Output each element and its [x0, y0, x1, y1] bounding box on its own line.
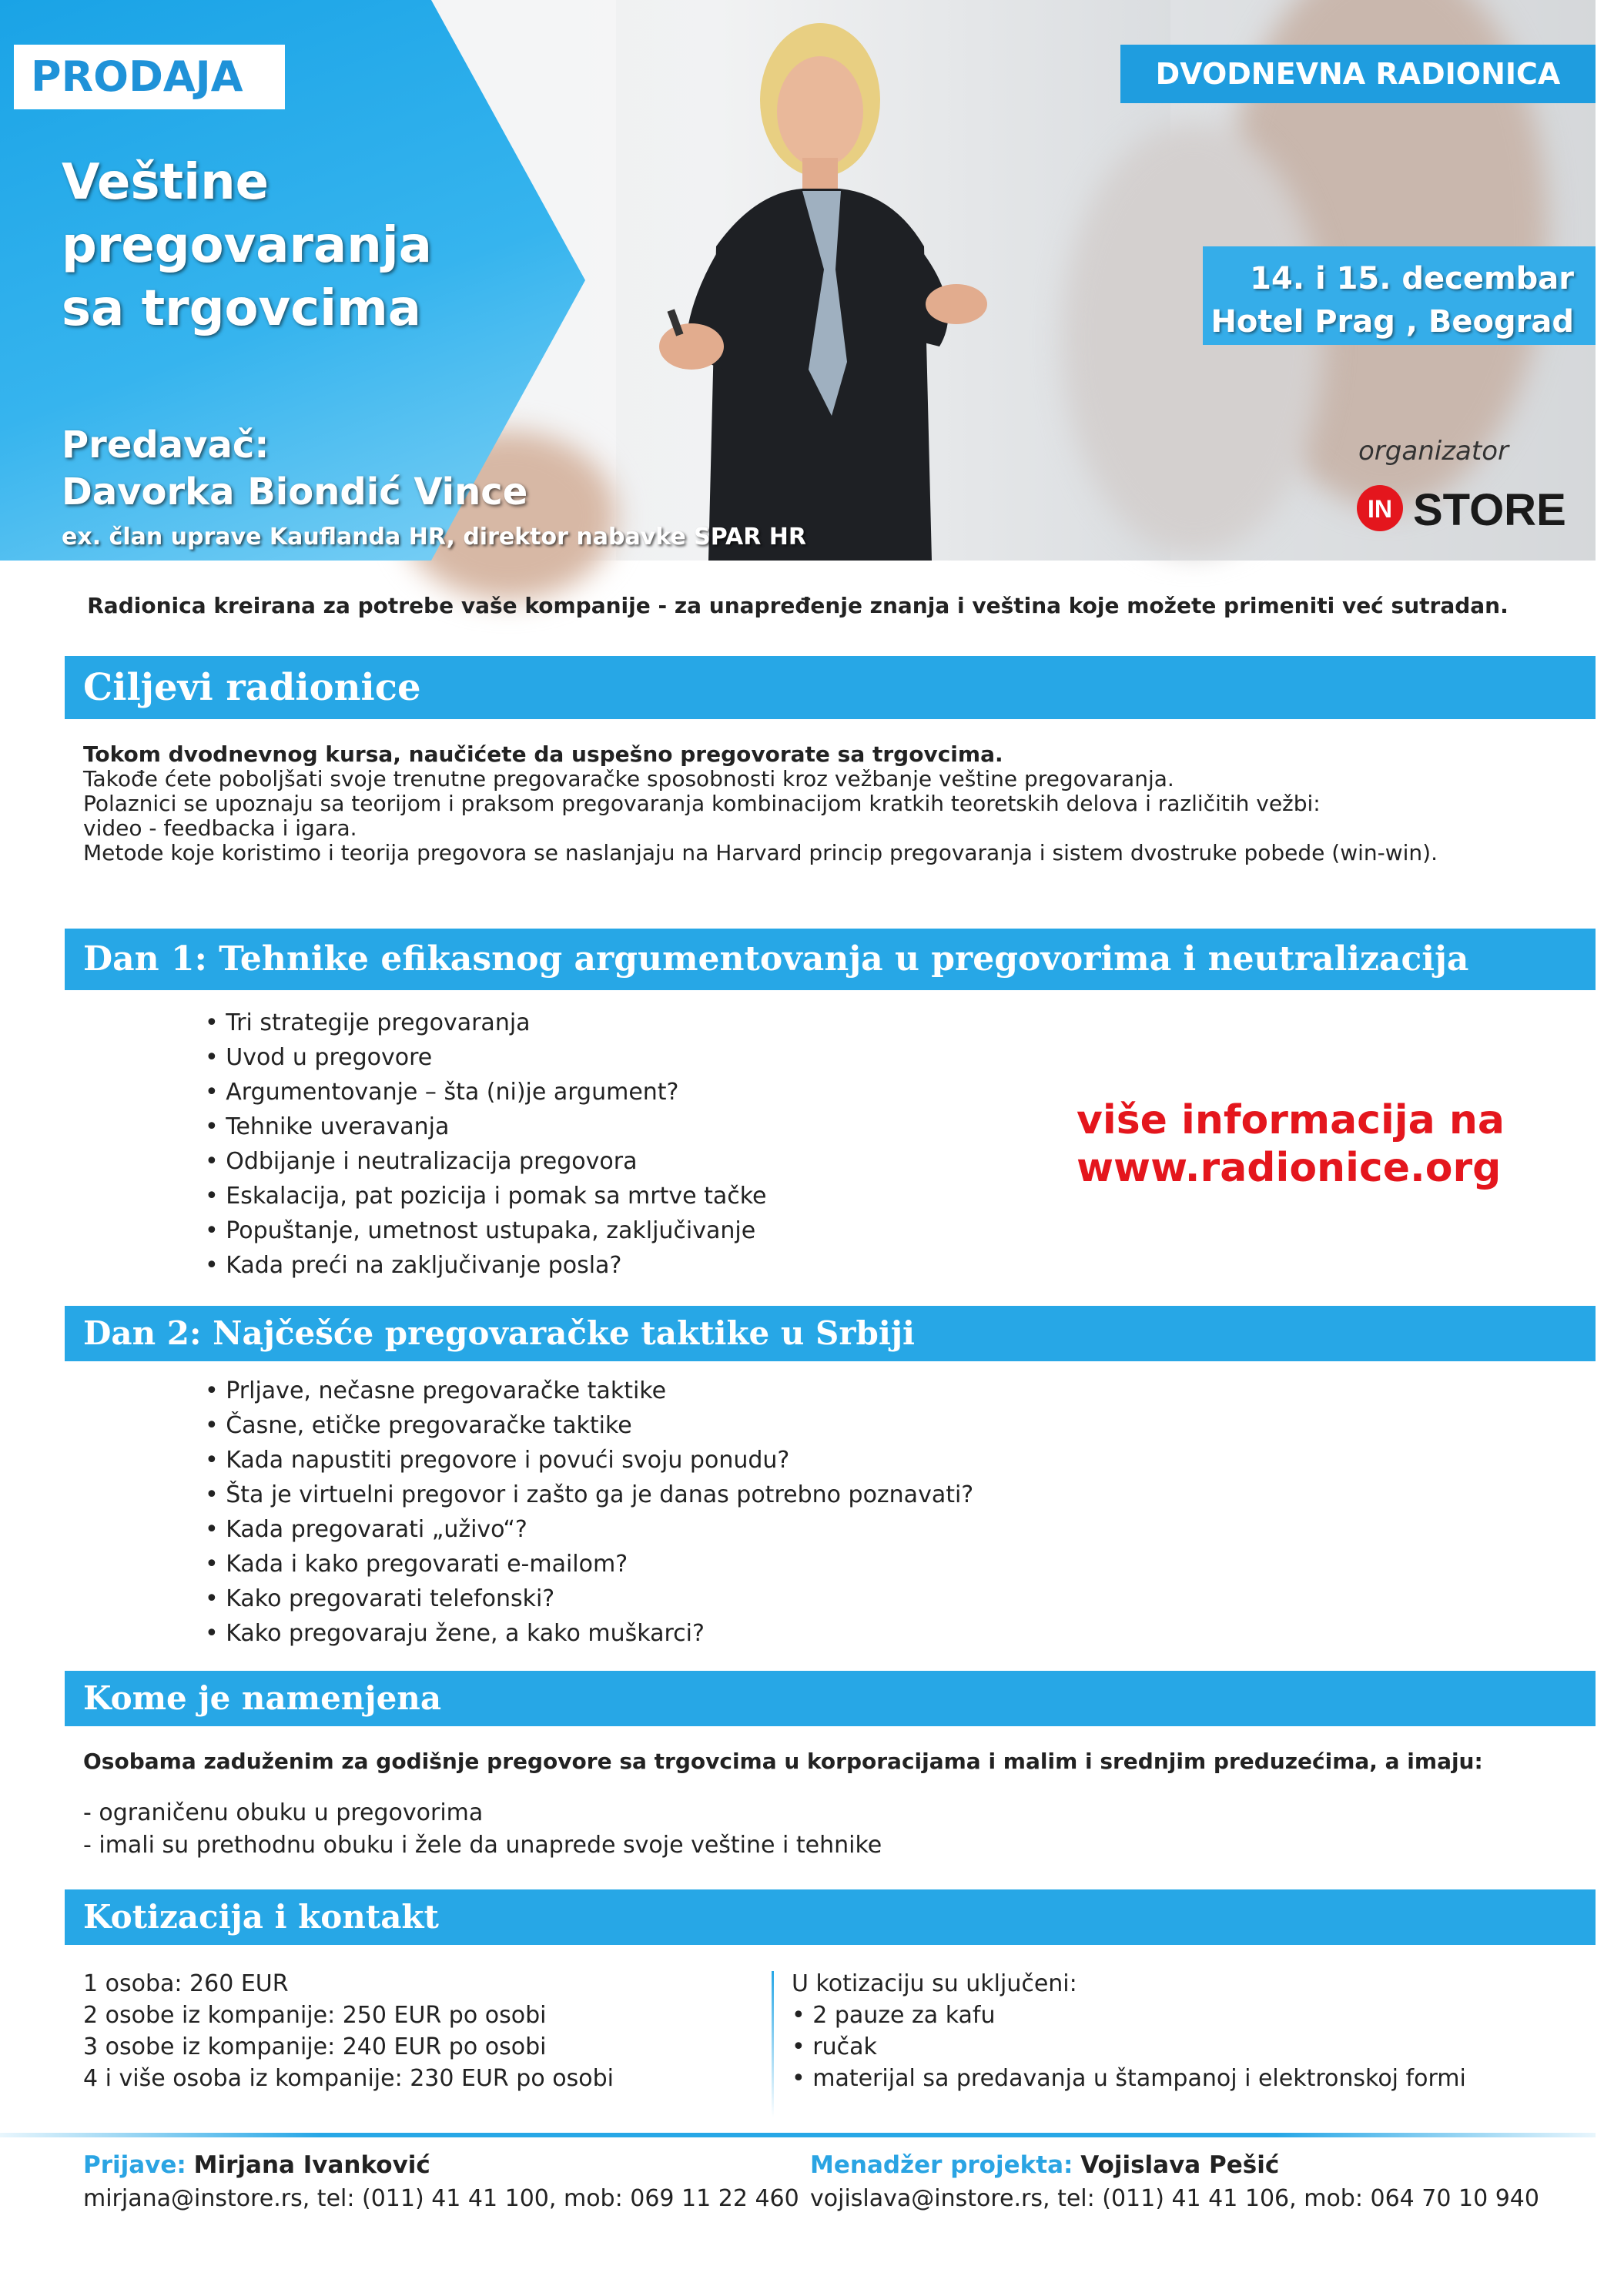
list-item: - imali su prethodnu obuku i žele da unaprede svoje veštine i tehnike — [83, 1832, 882, 1859]
price-item: 1 osoba: 260 EUR — [83, 1970, 289, 1997]
list-item: • Popuštanje, umetnost ustupaka, zaključivanje — [205, 1213, 766, 1248]
manager-contact — [810, 2148, 1539, 2216]
workshop-title — [62, 151, 462, 340]
list-item: • Prljave, nečasne pregovaračke taktike — [205, 1374, 973, 1408]
logo-text: STORE — [1413, 485, 1566, 535]
goals-line: Polaznici se upoznaju sa teorijom i praksom pregovaranja kombinacijom kratkih teoretskih delova i različitih vežbi: — [83, 791, 1321, 816]
list-item: • Tehnike uveravanja — [205, 1110, 766, 1144]
list-item: • Kada napustiti pregovore i povući svoju ponudu? — [205, 1443, 973, 1478]
more-info-callout — [1077, 1096, 1539, 1192]
column-divider — [772, 1971, 774, 2117]
included-label: U kotizaciju su uključeni: — [792, 1970, 1077, 1997]
date-venue-box — [1203, 246, 1596, 345]
audience-lead — [83, 1749, 1585, 1774]
category-label: PRODAJA — [14, 45, 285, 109]
website-link[interactable]: www.radionice.org — [1077, 1145, 1502, 1191]
price-item: 4 i više osoba iz kompanije: 230 EUR po osobi — [83, 2065, 614, 2092]
list-item: • Časne, etičke pregovaračke taktike — [205, 1408, 973, 1443]
day2-heading: Dan 2: Najčešće pregovaračke taktike u Srbiji — [65, 1306, 1596, 1361]
day2-list — [205, 1374, 973, 1651]
day1-list — [205, 1006, 766, 1283]
day1-heading: Dan 1: Tehnike efikasnog argumentovanja u pregovorima i neutralizacija otpora — [65, 929, 1596, 990]
title-line: sa trgovcima — [62, 280, 421, 337]
hero-banner — [0, 0, 1596, 561]
event-venue: Hotel Prag , Beograd — [1210, 304, 1574, 340]
event-date: 14. i 15. decembar — [1250, 261, 1574, 296]
manager-label: Menadžer projekta: — [810, 2151, 1073, 2179]
organizer-label: organizator — [1358, 436, 1509, 467]
intro-text: Radionica kreirana za potrebe vaše kompanije - za unapređenje znanja i veština koje možete primeniti već sutradan. — [87, 593, 1509, 618]
list-item: • Uvod u pregovore — [205, 1040, 766, 1075]
lecturer-role: ex. član uprave Kauflanda HR, direktor nabavke SPAR HR — [62, 524, 806, 551]
list-item: • Eskalacija, pat pozicija i pomak sa mrtve tačke — [205, 1179, 766, 1213]
pricing-heading: Kotizacija i kontakt — [65, 1889, 1596, 1945]
audience-heading: Kome je namenjena — [65, 1671, 1596, 1726]
registration-label: Prijave: — [83, 2151, 186, 2179]
list-item: • Kada pregovarati „uživo“? — [205, 1512, 973, 1547]
lecturer-label: Predavač: — [62, 423, 270, 467]
goals-line: Takođe ćete poboljšati svoje trenutne pregovaračke sposobnosti kroz vežbanje veštine pregovaranja. — [83, 766, 1174, 792]
manager-name: Vojislava Pešić — [1080, 2151, 1280, 2179]
title-line: Veštine — [62, 154, 270, 211]
list-item: • Šta je virtuelni pregovor i zašto ga je danas potrebno poznavati? — [205, 1478, 973, 1512]
more-info-label: više informacija na — [1077, 1097, 1505, 1143]
price-item: 3 osobe iz kompanije: 240 EUR po osobi — [83, 2033, 547, 2060]
list-item: • Odbijanje i neutralizacija pregovora — [205, 1144, 766, 1179]
registration-details[interactable]: mirjana@instore.rs, tel: (011) 41 41 100, mob: 069 11 22 460 — [83, 2185, 799, 2212]
footer-divider — [0, 2133, 1596, 2137]
list-item: - ograničenu obuku u pregovorima — [83, 1799, 484, 1826]
list-item: • Kako pregovarati telefonski? — [205, 1581, 973, 1616]
included-item: • materijal sa predavanja u štampanoj i elektronskoj formi — [792, 2065, 1466, 2092]
list-item: • Kako pregovaraju žene, a kako muškarci? — [205, 1616, 973, 1651]
price-list — [83, 1968, 614, 2094]
list-item: • Kada i kako pregovarati e-mailom? — [205, 1547, 973, 1581]
goals-line: Metode koje koristimo i teorija pregovora se naslanjaju na Harvard princip pregovaranja i sistem dvostruke pobede (win-win). — [83, 840, 1438, 865]
manager-details[interactable]: vojislava@instore.rs, tel: (011) 41 41 106, mob: 064 70 10 940 — [810, 2185, 1539, 2212]
list-item: • Argumentovanje – šta (ni)je argument? — [205, 1075, 766, 1110]
instore-logo — [1355, 477, 1566, 539]
goals-heading: Ciljevi radionice — [65, 656, 1596, 719]
price-item: 2 osobe iz kompanije: 250 EUR po osobi — [83, 2002, 547, 2029]
presenter-photo — [601, 15, 1063, 561]
goals-line: video - feedbacka i igara. — [83, 815, 357, 841]
list-item: • Tri strategije pregovaranja — [205, 1006, 766, 1040]
workshop-type-badge: DVODNEVNA RADIONICA — [1120, 45, 1596, 103]
included-item: • 2 pauze za kafu — [792, 2002, 996, 2029]
included-item: • ručak — [792, 2033, 877, 2060]
title-line: pregovaranja — [62, 217, 432, 274]
goals-text — [83, 742, 1585, 865]
registration-name: Mirjana Ivanković — [193, 2151, 430, 2179]
logo-mark: IN — [1368, 495, 1392, 523]
list-item: • Kada preći na zaključivanje posla? — [205, 1248, 766, 1283]
audience-list — [83, 1797, 1585, 1862]
goals-lead: Tokom dvodnevnog kursa, naučićete da uspešno pregovorate sa trgovcima. — [83, 741, 1003, 767]
lecturer-name: Davorka Biondić Vince — [62, 470, 528, 514]
audience-lead-text: Osobama zaduženim za godišnje pregovore sa trgovcima u korporacijama i malim i srednjim preduzećima, a imaju: — [83, 1749, 1483, 1774]
included-list — [792, 1968, 1466, 2094]
registration-contact — [83, 2148, 799, 2216]
